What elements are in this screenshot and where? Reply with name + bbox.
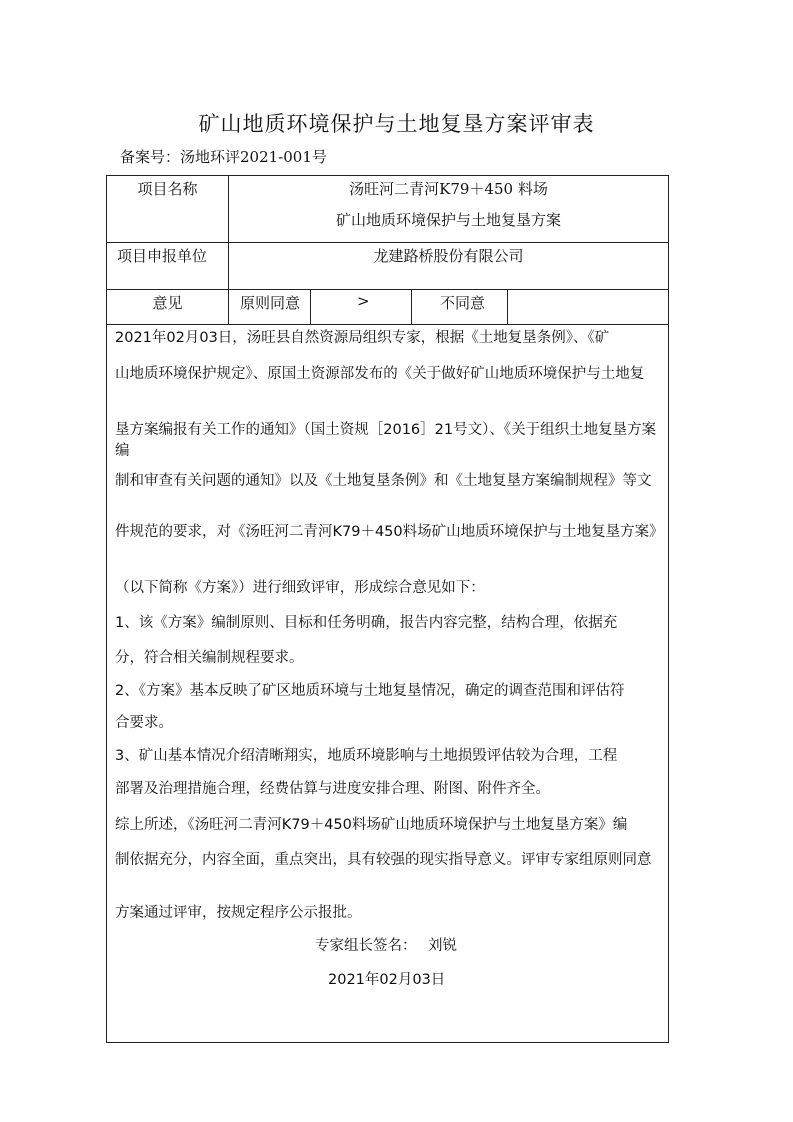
project-name-label: 项目名称 [137,180,198,198]
opinion-label: 意见 [152,294,183,312]
body-line: 2、《方案》基本反映了矿区地质环境与土地复垦情况，确定的调查范围和评估符 [115,683,625,699]
signature-label: 专家组长签名： [315,938,417,954]
column-divider [411,289,412,324]
body-line: 分，符合相关编制规程要求。 [115,650,304,666]
body-line: 综上所述，《汤旺河二青河K79＋450料场矿山地质环境保护与土地复垦方案》编 [115,817,628,833]
project-name-line2: 矿山地质环境保护与土地复垦方案 [335,211,561,229]
column-divider [507,289,508,324]
body-line: 件规范的要求，对《汤旺河二青河K79＋450料场矿山地质环境保护与土地复垦方案》 [115,524,664,540]
disagree-label: 不同意 [440,294,486,312]
row-divider [107,242,668,243]
project-name-line1: 汤旺河二青河K79＋450 料场 [349,180,548,198]
agree-label: 原则同意 [240,294,301,312]
body-line: 3、矿山基本情况介绍清晰翔实，地质环境影响与土地损毁评估较为合理，工程 [115,748,618,764]
body-line: （以下简称《方案》）进行细致评审，形成综合意见如下： [115,580,485,596]
body-line: 2021年02月03日，汤旺县自然资源局组织专家，根据《土地复垦条例》、《矿 [115,330,610,346]
body-line: 部署及治理措施合理，经费估算与进度安排合理、附图、附件齐全。 [115,781,550,797]
signature-name: 刘锐 [428,938,457,954]
body-line: 垦方案编报有关工作的通知》（国土资规［2016］21号文）、《关于组织土地复垦方案编 [115,422,657,459]
record-number: 备案号：汤地环评2021-001号 [120,148,327,166]
review-date: 2021年02月03日 [328,972,446,988]
row-divider [107,324,668,325]
body-line: 1、该《方案》编制原则、目标和任务明确，报告内容完整，结构合理，依据充 [115,615,618,631]
body-line: 制依据充分，内容全面，重点突出，具有较强的现实指导意义。评审专家组原则同意 [115,852,652,868]
body-line: 合要求。 [115,715,173,731]
applicant-label: 项目申报单位 [117,247,208,265]
row-divider [107,289,668,290]
document-title: 矿山地质环境保护与土地复垦方案评审表 [198,112,595,136]
body-line: 山地质环境保护规定》、原国土资源部发布的《关于做好矿山地质环境保护与土地复 [115,366,645,382]
body-line: 方案通过评审，按规定程序公示报批。 [115,905,362,921]
body-line: 制和审查有关问题的通知》以及《土地复垦条例》和《土地复垦方案编制规程》等文 [115,473,652,489]
column-divider [310,289,311,324]
applicant-value: 龙建路桥股份有限公司 [373,247,524,265]
agree-mark: > [357,292,370,310]
